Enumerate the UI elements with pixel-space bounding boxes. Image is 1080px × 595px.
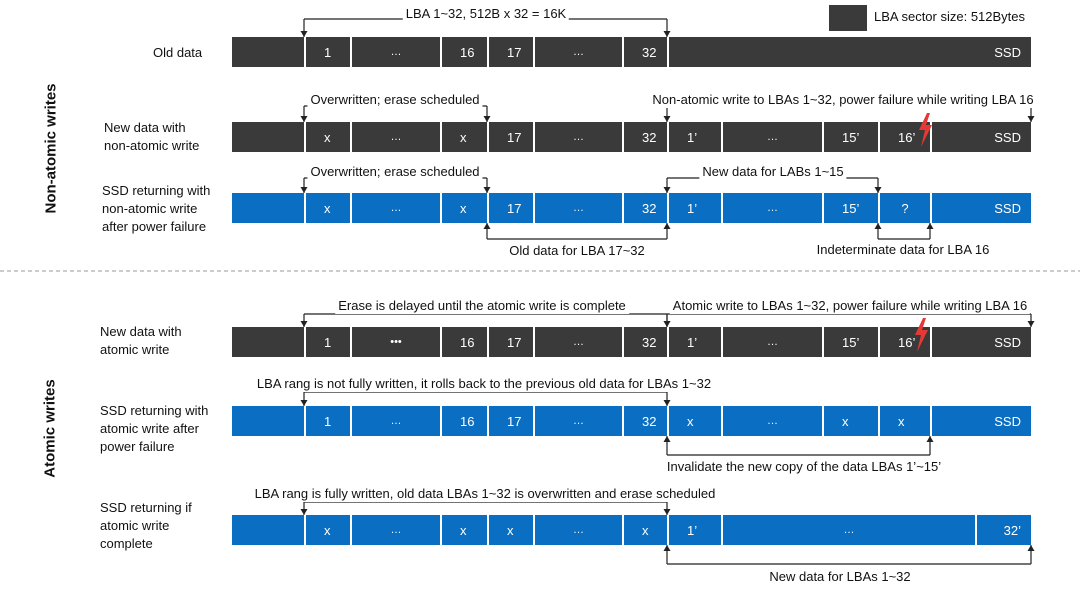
row-label-old-data: Old data bbox=[153, 45, 203, 60]
lba-cell: 16’ bbox=[878, 327, 930, 357]
lba-cell: x bbox=[304, 122, 350, 152]
lba-cell: 15’ bbox=[822, 327, 878, 357]
lba-cell: x bbox=[440, 193, 487, 223]
lba-cell: x bbox=[440, 122, 487, 152]
lba-cell: 16’ bbox=[878, 122, 930, 152]
lba-cell: x bbox=[440, 515, 487, 545]
lba-cell: 16 bbox=[440, 327, 487, 357]
section-title-atomic: Atomic writes bbox=[41, 379, 59, 478]
lba-cell: x bbox=[878, 406, 930, 436]
lba-cell: 1’ bbox=[667, 515, 721, 545]
lba-cell: … bbox=[350, 515, 440, 545]
lba-cell: 32 bbox=[622, 122, 667, 152]
section-title-non-atomic: Non-atomic writes bbox=[42, 83, 60, 214]
lba-cell: x bbox=[304, 193, 350, 223]
annotation-rollback: LBA rang is not fully written, it rolls back to the previous old data for LBAs 1~32 bbox=[254, 376, 714, 392]
lba-cell: … bbox=[350, 122, 440, 152]
lba-cell: … bbox=[350, 37, 440, 67]
leading-cell bbox=[232, 515, 304, 545]
power-failure-icon bbox=[913, 318, 929, 352]
lba-cell: 1 bbox=[304, 406, 350, 436]
power-failure-icon bbox=[917, 113, 933, 147]
lba-cell: 32 bbox=[622, 193, 667, 223]
arrow-head bbox=[664, 436, 671, 442]
lba-cell: 1’ bbox=[667, 327, 721, 357]
lba-cell: 17 bbox=[487, 37, 533, 67]
annotation-overwritten-1: Overwritten; erase scheduled bbox=[307, 92, 482, 108]
sector-bar-ssd-atomic-complete bbox=[232, 515, 1031, 545]
annotation-non-atomic-write: Non-atomic write to LBAs 1~32, power failure while writing LBA 16 bbox=[649, 92, 1036, 108]
ssd-cell: SSD bbox=[930, 193, 1031, 223]
lba-cell: … bbox=[350, 406, 440, 436]
row-label-ssd-atomic-complete: SSD returning if atomic write complete bbox=[100, 500, 192, 551]
lba-cell: … bbox=[533, 406, 622, 436]
arrow-head bbox=[484, 223, 491, 229]
lba-cell: x bbox=[487, 515, 533, 545]
ssd-cell: SSD bbox=[930, 327, 1031, 357]
lba-cell: x bbox=[667, 406, 721, 436]
leading-cell bbox=[232, 406, 304, 436]
sector-bar-ssd-non-atomic-fail bbox=[232, 193, 1031, 223]
legend-swatch bbox=[829, 5, 867, 31]
lba-cell: … bbox=[350, 193, 440, 223]
annotation-atomic-write: Atomic write to LBAs 1~32, power failure while writing LBA 16 bbox=[670, 298, 1030, 314]
lba-cell: 17 bbox=[487, 193, 533, 223]
lba-cell: … bbox=[721, 515, 975, 545]
annotation-new-data-1-32: New data for LBAs 1~32 bbox=[766, 569, 913, 585]
lba-cell: 32’ bbox=[975, 515, 1031, 545]
lba-cell: … bbox=[533, 122, 622, 152]
ssd-cell: SSD bbox=[930, 122, 1031, 152]
lba-cell: 1’ bbox=[667, 122, 721, 152]
annotation-new-data-1-15: New data for LABs 1~15 bbox=[699, 164, 846, 180]
arrow-head bbox=[927, 436, 934, 442]
ssd-cell: SSD bbox=[930, 406, 1031, 436]
lba-cell: ? bbox=[878, 193, 930, 223]
sector-bar-ssd-atomic-fail bbox=[232, 406, 1031, 436]
lba-cell: x bbox=[622, 515, 667, 545]
lba-cell: … bbox=[721, 406, 822, 436]
row-label-new-non-atomic: New data with non-atomic write bbox=[104, 120, 200, 153]
lba-cell: … bbox=[721, 122, 822, 152]
lba-cell: x bbox=[822, 406, 878, 436]
lba-cell: … bbox=[533, 193, 622, 223]
lba-cell: 32 bbox=[622, 37, 667, 67]
lba-cell: x bbox=[304, 515, 350, 545]
lba-cell: … bbox=[533, 327, 622, 357]
row-label-ssd-non-atomic-fail: SSD returning with non-atomic write after power failure bbox=[102, 183, 211, 234]
lba-cell: 15’ bbox=[822, 122, 878, 152]
lba-cell: 32 bbox=[622, 406, 667, 436]
ssd-cell: SSD bbox=[667, 37, 1031, 67]
annotation-fully-written: LBA rang is fully written, old data LBAs 1~32 is overwritten and erase scheduled bbox=[252, 486, 719, 502]
annotation-overwritten-2: Overwritten; erase scheduled bbox=[307, 164, 482, 180]
row-label-ssd-atomic-fail: SSD returning with atomic write after power failure bbox=[100, 403, 209, 454]
lba-cell: 17 bbox=[487, 122, 533, 152]
lba-cell: … bbox=[721, 327, 822, 357]
legend-label: LBA sector size: 512Bytes bbox=[874, 9, 1026, 24]
lba-cell: … bbox=[721, 193, 822, 223]
lba-cell: 32 bbox=[622, 327, 667, 357]
row-label-new-atomic: New data with atomic write bbox=[100, 324, 182, 357]
lba-cell: 17 bbox=[487, 406, 533, 436]
lba-cell: 15’ bbox=[822, 193, 878, 223]
arrow-head bbox=[927, 223, 934, 229]
annotation-erase-delayed: Erase is delayed until the atomic write is complete bbox=[335, 298, 629, 314]
lba-cell: … bbox=[533, 37, 622, 67]
annotation-old-data-17-32: Old data for LBA 17~32 bbox=[506, 243, 648, 259]
sector-bar-new-non-atomic bbox=[232, 122, 1031, 152]
annotation-indeterminate-16: Indeterminate data for LBA 16 bbox=[814, 242, 993, 258]
annotation-invalidate: Invalidate the new copy of the data LBAs 1’~15’ bbox=[664, 459, 944, 475]
sector-bar-new-atomic bbox=[232, 327, 1031, 357]
lba-cell: 1 bbox=[304, 37, 350, 67]
lba-cell: 17 bbox=[487, 327, 533, 357]
leading-cell bbox=[232, 37, 304, 67]
leading-cell bbox=[232, 122, 304, 152]
lba-cell: ••• bbox=[350, 327, 440, 357]
lba-cell: 1 bbox=[304, 327, 350, 357]
leading-cell bbox=[232, 327, 304, 357]
sector-bar-old-data bbox=[232, 37, 1031, 67]
leading-cell bbox=[232, 193, 304, 223]
arrow-head bbox=[664, 545, 671, 551]
lba-cell: 16 bbox=[440, 37, 487, 67]
arrow-head bbox=[875, 223, 882, 229]
arrow-head bbox=[1028, 545, 1035, 551]
annotation-lba-range: LBA 1~32, 512B x 32 = 16K bbox=[403, 6, 569, 22]
lba-cell: 16 bbox=[440, 406, 487, 436]
arrow-head bbox=[664, 223, 671, 229]
lba-cell: 1’ bbox=[667, 193, 721, 223]
lba-cell: … bbox=[533, 515, 622, 545]
